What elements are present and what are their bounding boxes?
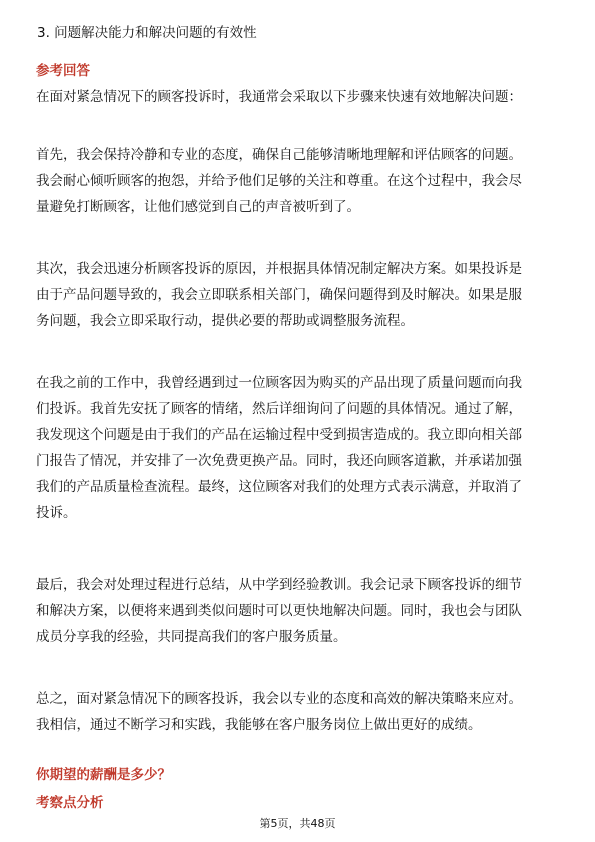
paragraph-line: 量避免打断顾客，让他们感觉到自己的声音被听到了。 [36,199,360,215]
paragraph-3 [36,370,564,526]
paragraph-line: 最后，我会对处理过程进行总结，从中学到经验教训。我会记录下顾客投诉的细节 [36,577,522,593]
paragraph-5 [36,686,564,738]
analysis-label: 考察点分析 [36,795,104,811]
paragraph-line: 成员分享我的经验，共同提高我们的客户服务质量。 [36,629,347,645]
paragraph-line: 总之，面对紧急情况下的顾客投诉，我会以专业的态度和高效的解决策略来应对。 [36,691,522,707]
next-question-heading: 你期望的薪酬是多少？ [36,767,171,783]
paragraph-line: 首先，我会保持冷静和专业的态度，确保自己能够清晰地理解和评估顾客的问题。 [36,147,522,163]
paragraph-line: 在我之前的工作中，我曾经遇到过一位顾客因为购买的产品出现了质量问题而向我 [36,375,522,391]
page-number: 第5页，共48页 [259,817,336,830]
paragraph-line: 我相信，通过不断学习和实践，我能够在客户服务岗位上做出更好的成绩。 [36,717,482,733]
paragraph-2 [36,256,564,334]
paragraph-line: 我发现这个问题是由于我们的产品在运输过程中受到损害造成的。我立即向相关部 [36,427,522,443]
paragraph-line: 们投诉。我首先安抚了顾客的情绪，然后详细询问了问题的具体情况。通过了解， [36,401,522,417]
paragraph-line: 我会耐心倾听顾客的抱怨，并给予他们足够的关注和尊重。在这个过程中，我会尽 [36,173,522,189]
paragraph-line: 务问题，我会立即采取行动，提供必要的帮助或调整服务流程。 [36,313,414,329]
paragraph-line: 和解决方案，以便将来遇到类似问题时可以更快地解决问题。同时，我也会与团队 [36,603,522,619]
paragraph-1 [36,142,564,220]
reference-answer-label: 参考回答 [36,63,90,79]
paragraph-line: 其次，我会迅速分析顾客投诉的原因，并根据具体情况制定解决方案。如果投诉是 [36,261,522,277]
paragraph-4 [36,572,564,650]
question-heading: 3. 问题解决能力和解决问题的有效性 [37,25,257,41]
intro-paragraph: 在面对紧急情况下的顾客投诉时，我通常会采取以下步骤来快速有效地解决问题： [36,89,522,105]
paragraph-line: 我们的产品质量检查流程。最终，这位顾客对我们的处理方式表示满意，并取消了 [36,479,522,495]
paragraph-line: 由于产品问题导致的，我会立即联系相关部门，确保问题得到及时解决。如果是服 [36,287,522,303]
paragraph-line: 投诉。 [36,505,77,521]
paragraph-line: 门报告了情况，并安排了一次免费更换产品。同时，我还向顾客道歉，并承诺加强 [36,453,522,469]
